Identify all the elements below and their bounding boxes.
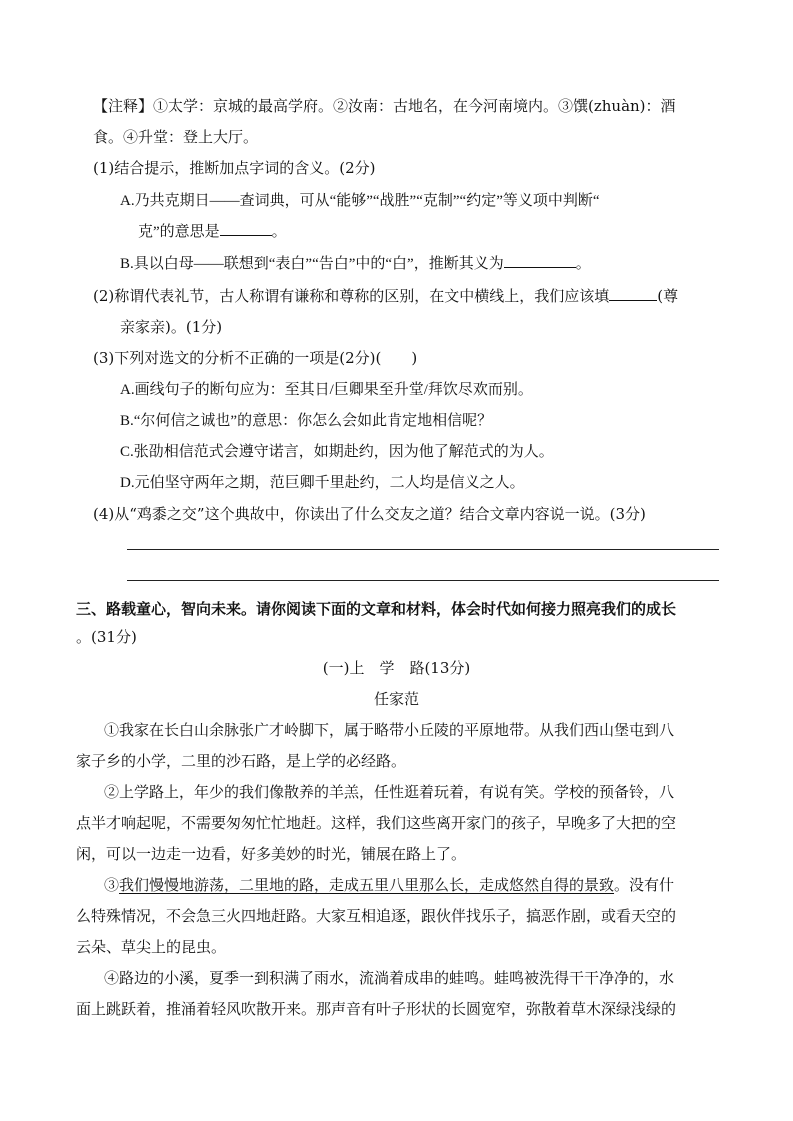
q2-text-end: (尊 [657,287,679,305]
q1-option-b-text: B.具以白母——联想到“表白”“告白”中的“白”，推断其义为 [120,256,504,272]
paragraph-3-number: ③ [104,876,120,894]
q3-option-c: C.张劭相信范式会遵守诺言，如期赴约，因为他了解范式的为人。 [120,444,554,460]
underlined-sentence: 我们慢慢地游荡，二里地的路，走成五里八里那么长，走成悠然自得的景致 [119,876,615,894]
q1-option-a-line-2 [138,221,287,243]
q1-option-a-text: 克”的意思是 [138,224,220,240]
paragraph-3-line-2: 么特殊情况，不会急三火四地赶路。大家互相追逐，跟伙伴找乐子，搞恶作剧，或看天空的 [76,907,677,925]
q1-answer-blank-b[interactable] [504,253,576,268]
paragraph-3-line-1-rest: 。没有什 [614,876,675,894]
q1-answer-blank-a[interactable] [220,221,272,236]
article-author: 任家范 [373,690,419,708]
paragraph-1-line-2: 家子乡的小学，二里的沙石路，是上学的必经路。 [76,752,407,770]
q2-text: (2)称谓代表礼节，古人称谓有谦称和尊称的区别，在文中横线上，我们应该填 [93,287,610,305]
q3-stem: (3)下列对选文的分析不正确的一项是(2分)( ) [93,349,418,367]
paragraph-4-line-2: 面上跳跃着，推涌着轻风吹散开来。那声音有叶子形状的长圆宽窄，弥散着草木深绿浅绿的 [76,1000,677,1018]
q4-stem: (4)从“鸡黍之交”这个典故中，你读出了什么交友之道？结合文章内容说一说。(3分) [93,505,646,523]
q3-option-d: D.元伯坚守两年之期，范巨卿千里赴约，二人均是信义之人。 [120,475,525,491]
q3-option-a: A.画线句子的断句应为：至其日/巨卿果至升堂/拜饮尽欢而别。 [120,382,533,398]
q2-line-2: 亲家亲)。(1分) [120,318,223,336]
q4-answer-line-2[interactable] [127,580,719,581]
q4-answer-line-1[interactable] [127,549,719,550]
q3-option-b: B.“尔何信之诚也”的意思：你怎么会如此肯定地相信呢？ [120,413,493,429]
paragraph-2-line-2: 点半才响起呢，不需要匆匆忙忙地赶。这样，我们这些离开家门的孩子，早晚多了大把的空 [76,814,677,832]
q1-option-a-line-1: A.乃共克期日——查词典，可从“能够”“战胜”“克制”“约定”等义项中判断“ [120,193,600,209]
paragraph-2-line-3: 闲，可以一边走一边看，好多美妙的时光，铺展在路上了。 [76,845,467,863]
q1-option-a-end: 。 [271,224,287,240]
notes-line-1: 【注释】①太学：京城的最高学府。②汝南：古地名，在今河南境内。③馔(zhuàn)：酒 [93,97,676,115]
q1-stem: (1)结合提示，推断加点字词的含义。(2分) [93,159,376,177]
paragraph-3-line-3: 云朵、草尖上的昆虫。 [76,938,227,956]
paragraph-2-line-1: ②上学路上，年少的我们像散养的羊羔，任性逛着玩着，有说有笑。学校的预备铃，八 [104,783,675,801]
q2-line-1 [93,285,678,307]
q1-option-b [120,253,591,275]
paragraph-1-line-1: ①我家在长白山余脉张广才岭脚下，属于略带小丘陵的平原地带。从我们西山堡屯到八 [104,721,675,739]
section-3-heading-line-1: 三、路载童心，智向未来。请你阅读下面的文章和材料，体会时代如何接力照亮我们的成长 [76,600,677,618]
q1-option-b-end: 。 [575,256,591,272]
paragraph-3-line-1 [104,874,674,896]
q2-answer-blank[interactable] [609,286,657,301]
section-3-heading-line-2: 。(31分) [76,628,137,646]
paragraph-4-line-1: ④路边的小溪，夏季一到积满了雨水，流淌着成串的蛙鸣。蛙鸣被洗得干干净净的，水 [104,969,675,987]
article-title: (一)上 学 路(13分) [322,659,471,677]
notes-line-2: 食。④升堂：登上大厅。 [93,128,259,146]
